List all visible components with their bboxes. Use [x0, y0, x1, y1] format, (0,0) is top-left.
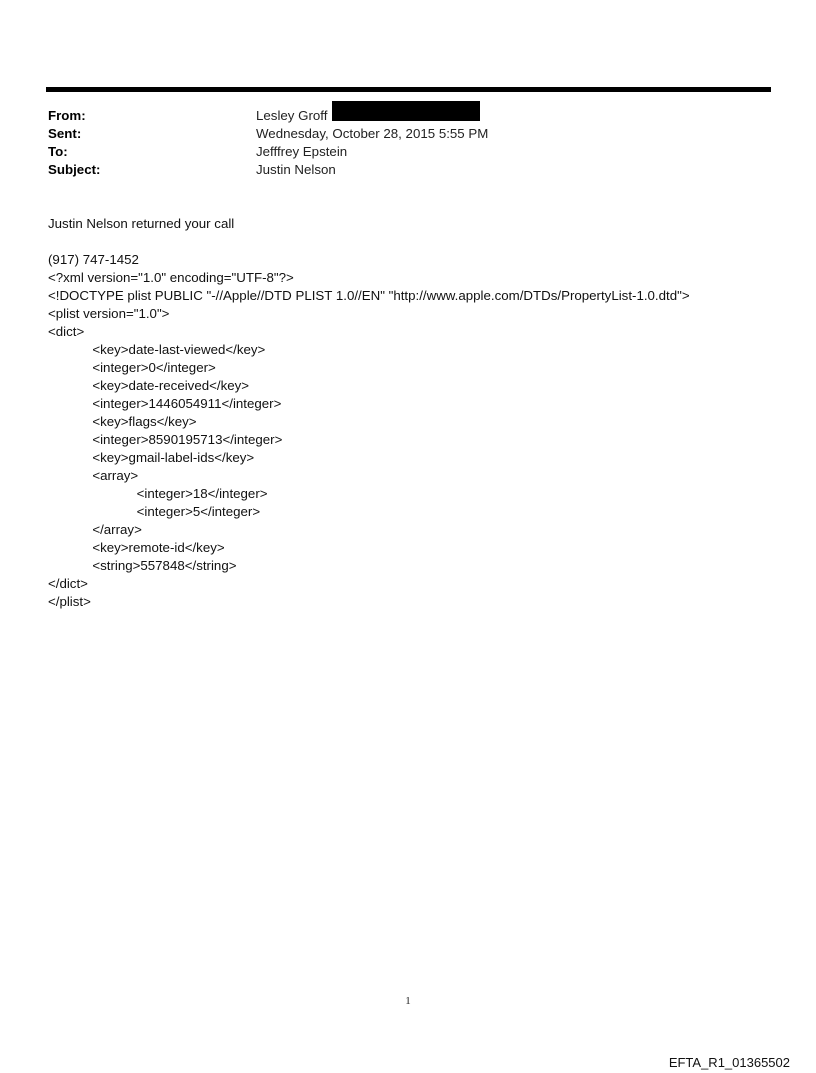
plist-line: <integer>5</integer> [48, 504, 261, 519]
to-row [48, 143, 488, 161]
document-id: EFTA_R1_01365502 [668, 1055, 790, 1070]
plist-line: <array> [48, 468, 139, 483]
subject-value: Justin Nelson [256, 162, 336, 177]
plist-line: <dict> [48, 324, 85, 339]
plist-line: <key>gmail-label-ids</key> [48, 450, 255, 465]
page-number: 1 [405, 995, 411, 1007]
plist-line: <key>remote-id</key> [48, 540, 225, 555]
plist-line: <plist version="1.0"> [48, 306, 170, 321]
plist-line: <key>date-last-viewed</key> [48, 342, 266, 357]
email-header [48, 107, 488, 179]
spacer [48, 233, 690, 251]
redaction-box [332, 101, 480, 121]
to-value: Jefffrey Epstein [256, 144, 348, 159]
message-text: Justin Nelson returned your call [48, 216, 235, 231]
from-value [256, 107, 480, 125]
plist-block [48, 269, 690, 611]
subject-row [48, 161, 488, 179]
subject-label: Subject: [48, 162, 101, 177]
sent-row [48, 125, 488, 143]
to-label: To: [48, 144, 68, 159]
from-row [48, 107, 488, 125]
plist-line: <integer>8590195713</integer> [48, 432, 283, 447]
plist-line: <integer>1446054911</integer> [48, 396, 282, 411]
plist-line: <string>557848</string> [48, 558, 237, 573]
header-rule [46, 87, 771, 92]
plist-line: <key>date-received</key> [48, 378, 250, 393]
plist-line: </array> [48, 522, 142, 537]
email-body [48, 215, 690, 611]
from-label: From: [48, 108, 86, 123]
sent-value: Wednesday, October 28, 2015 5:55 PM [256, 126, 489, 141]
plist-line: <!DOCTYPE plist PUBLIC "-//Apple//DTD PLIST 1.0//EN" "http://www.apple.com/DTDs/PropertyList-1.0.dtd"> [48, 288, 690, 303]
sent-label: Sent: [48, 126, 82, 141]
from-name: Lesley Groff [256, 108, 328, 123]
plist-line: <integer>0</integer> [48, 360, 216, 375]
plist-line: </plist> [48, 594, 91, 609]
plist-line: <?xml version="1.0" encoding="UTF-8"?> [48, 270, 294, 285]
plist-line: <key>flags</key> [48, 414, 197, 429]
phone-number: (917) 747-1452 [48, 252, 139, 267]
plist-line: </dict> [48, 576, 88, 591]
plist-line: <integer>18</integer> [48, 486, 268, 501]
